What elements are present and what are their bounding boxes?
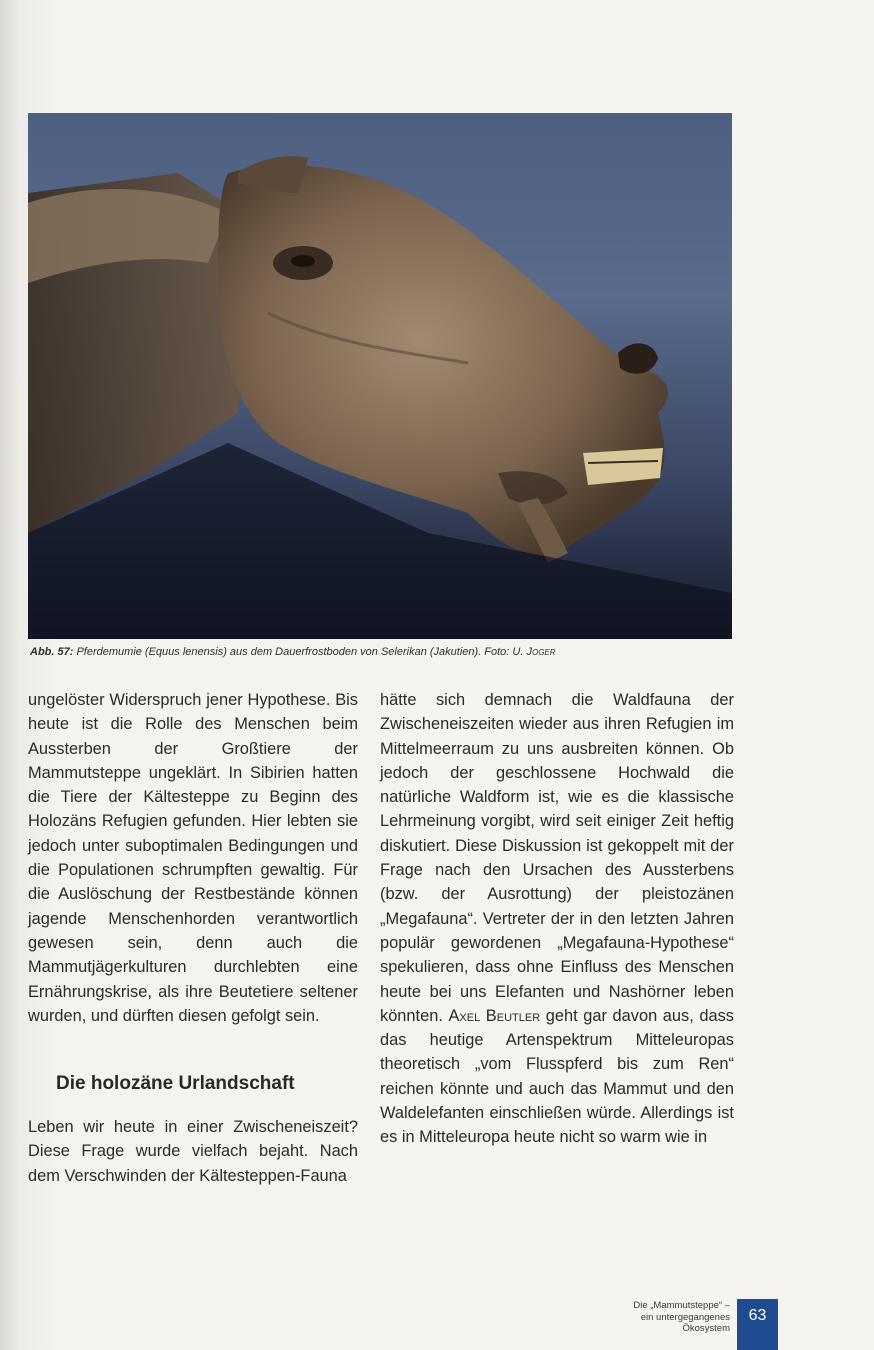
right-text-part-2: geht gar davon aus, dass das heutige Artenspektrum Mitteleuropas theoretisch „vom Flusspferd bis zum Ren“ reichen könnte und auch das Mammut und den Waldelefanten einschließen würde. Allerdings ist es in Mitteleuropa heute nicht so warm wie in (380, 1006, 734, 1147)
figure-caption-label: Abb. 57: (30, 646, 74, 658)
section-heading: Die holozäne Urlandschaft (56, 1073, 295, 1095)
horse-mummy-photo (28, 113, 732, 639)
footer-line-1: Die „Mammutsteppe“ – (633, 1300, 730, 1311)
page-number: 63 (737, 1299, 778, 1350)
left-paragraph-1: ungelöster Widerspruch jener Hypothese. Bis heute ist die Rolle des Menschen beim Aussterben der Großtiere der Mammutsteppe ungeklärt. In Sibirien hatten die Tiere der Kältesteppe zu Beginn des Holozäns Refugien gefunden. Hier lebten sie jedoch unter suboptimalen Bedingungen und die Populationen schrumpften gewaltig. Für die Auslöschung der Restbestände können jagende Menschenhorden verantwortlich gewesen sein, denn auch die Mammutjägerkulturen durchlebten eine Ernährungskrise, als ihre Beutetiere seltener wurden, und dürften diesen gefolgt sein. (28, 691, 358, 1025)
figure-caption-author: Joger (526, 646, 556, 658)
left-paragraph-2: Leben wir heute in einer Zwischeneiszeit? Diese Frage wurde vielfach bejaht. Nach dem Verschwinden der Kältesteppen-Fauna (28, 1118, 358, 1185)
author-name: Axel Beutler (448, 1006, 541, 1025)
running-footer (600, 1300, 730, 1335)
footer-line-2: ein untergegangenes (640, 1311, 730, 1323)
right-paragraph (380, 688, 734, 1150)
right-text-part-1: hätte sich demnach die Waldfauna der Zwischeneiszeiten wieder aus ihren Refugien im Mittelmeerraum zu uns ausbreiten können. Ob jedoch der geschlossene Hochwald die natürliche Waldform ist, wie es die klassische Lehrmeinung vorgibt, wird seit einiger Zeit heftig diskutiert. Diese Diskussion ist gekoppelt mit der Frage nach den Ursachen des Aussterbens (bzw. der Ausrottung) der pleistozänen „Megafauna“. Vertreter der in den letzten Jahren populär gewordenen „Megafauna-Hypothese“ spekulieren, dass ohne Einfluss des Menschen heute bei uns Elefanten und Nashörner leben könnten. (380, 691, 734, 1025)
horse-mummy-illustration (28, 113, 732, 639)
right-column (380, 688, 734, 1150)
figure-caption (30, 646, 730, 658)
footer-line-3: Ökosystem (682, 1323, 730, 1334)
figure-caption-text: Pferdemumie (Equus lenensis) aus dem Dauerfrostboden von Selerikan (Jakutien). Foto: U. (73, 646, 527, 658)
left-column (28, 688, 358, 1188)
